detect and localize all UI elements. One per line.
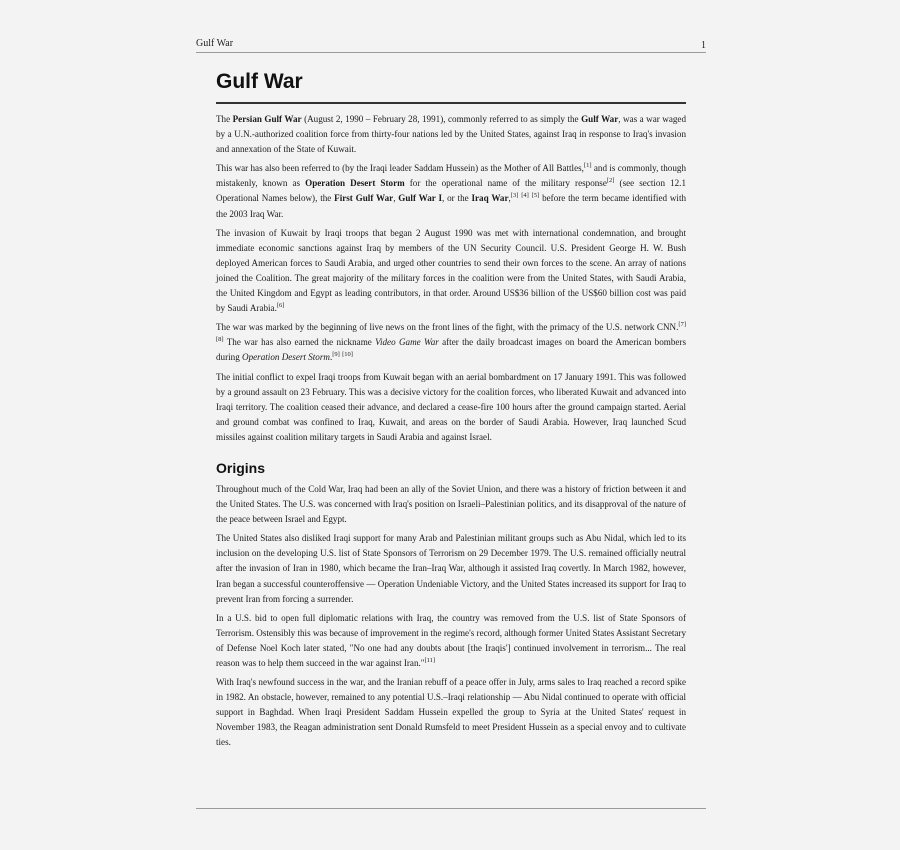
origins-paragraph-2: The United States also disliked Iraqi support for many Arab and Palestinian militant groups such as Abu Nidal, which led to its inclusion on the developing U.S. list of State Sponsors of Terrorism on 29 December 1979. The U.S. remained officially neutral after the invasion of Iran in 1980, which became the Iran–Iraq War, although it assisted Iraq covertly. In March 1982, however, Iran began a successful counteroffensive — Operation Undeniable Victory, and the United States increased its support for Iraq to prevent Iran from forcing a surrender. <box>216 533 686 604</box>
citation-link[interactable]: [2] <box>606 177 615 185</box>
citation-link[interactable]: [4] <box>521 192 529 200</box>
running-header-title: Gulf War <box>196 38 234 49</box>
section-heading-origins: Origins <box>216 459 266 476</box>
citation-link[interactable]: [6] <box>276 302 285 310</box>
citation-link[interactable]: [8] <box>216 336 224 344</box>
citation-link[interactable]: [11] <box>424 657 436 664</box>
intro-paragraph-1: The Persian Gulf War (August 2, 1990 – February 28, 1991), commonly referred to as simply the Gulf War, was a war waged by a U.N.-authorized coalition force from thirty-four nations led by the United States, against Iraq in response to Iraq's invasion and annexation of the State of Kuwait. <box>216 114 686 155</box>
origins-paragraph-1: Throughout much of the Cold War, Iraq had been an ally of the Soviet Union, and there was a history of friction between it and the United States. The U.S. was concerned with Iraq's position on Israeli–Palestinian politics, and its disapproval of the nature of the peace between Israel and Egypt. <box>216 483 686 525</box>
citation-link[interactable]: [10] <box>342 351 353 359</box>
intro-paragraph-2: This war has also been referred to (by the Iraqi leader Saddam Hussein) as the Mother of All Battles,[1] and is commonly, though mistakenly, known as Operation Desert Storm for the operational name of the military response[2] (see section 12.1 Operational Names below), the First Gulf War, Gulf War I, or the Iraq War,[3] [4] [5] before the term became identified with the 2003 Iraq War. <box>216 162 687 219</box>
page-number: 1 <box>701 40 706 51</box>
article-title: Gulf War <box>216 70 303 93</box>
article-body <box>216 68 686 755</box>
citation-link[interactable]: [7] <box>678 321 686 329</box>
header-divider <box>196 52 706 53</box>
origins-paragraph-4: With Iraq's newfound success in the war, and the Iranian rebuff of a peace offer in July, arms sales to Iraq reached a record spike in 1982. An obstacle, however, remained to any potential U.S.–Iraqi relationship — Abu Nidal continued to operate with official support in Baghdad. When Iraqi President Saddam Hussein expelled the group to Syria at the United States' request in November 1983, the Reagan administration sent Donald Rumsfeld to meet President Hussein as a special envoy and to cultivate ties. <box>216 677 686 748</box>
citation-link[interactable]: [5] <box>531 192 540 200</box>
intro-paragraph-5: The initial conflict to expel Iraqi troops from Kuwait began with an aerial bombardment on 17 January 1991. This was followed by a ground assault on 23 February. This was a decisive victory for the coalition forces, who liberated Kuwait and advanced into Iraqi territory. The coalition ceased their advance, and declared a cease-fire 100 hours after the ground campaign started. Aerial and ground combat was confined to Iraq, Kuwait, and areas on the border of Saudi Arabia. However, Iraq launched Scud missiles against coalition military targets in Saudi Arabia and against Israel. <box>216 371 686 442</box>
citation-link[interactable]: [1] <box>583 162 592 170</box>
origins-paragraph-3: In a U.S. bid to open full diplomatic relations with Iraq, the country was removed from the U.S. list of State Sponsors of Terrorism. Ostensibly this was because of improvement in the regime's record, although former United States Assistant Secretary of Defense Noel Koch later stated, "No one had any doubts about [the Iraqis'] continued involvement in terrorism... The real reason was to help them succeed in the war against Iran."[11] <box>216 612 686 668</box>
intro-paragraph-3: The invasion of Kuwait by Iraqi troops that began 2 August 1990 was met with international condemnation, and brought immediate economic sanctions against Iraq by members of the UN Security Council. U.S. President George H. W. Bush deployed American forces to Saudi Arabia, and urged other countries to send their own forces to the scene. An array of nations joined the Coalition. The great majority of the military forces in the coalition were from the United States, with Saudi Arabia, the United Kingdom and Egypt as leading contributors, in that order. Around US$36 billion of the US$60 billion cost was paid by Saudi Arabia.[6] <box>216 227 686 314</box>
title-divider <box>216 102 686 104</box>
footer-divider <box>196 808 706 809</box>
citation-link[interactable]: [3] <box>510 192 519 200</box>
citation-link[interactable]: [9] <box>332 351 340 359</box>
intro-paragraph-4: The war was marked by the beginning of live news on the front lines of the fight, with the primacy of the U.S. network CNN.[7] [8] The war has also earned the nickname Video Game War after the daily broadcast images on board the American bombers during Operation Desert Storm.[9] [10] <box>216 321 686 363</box>
